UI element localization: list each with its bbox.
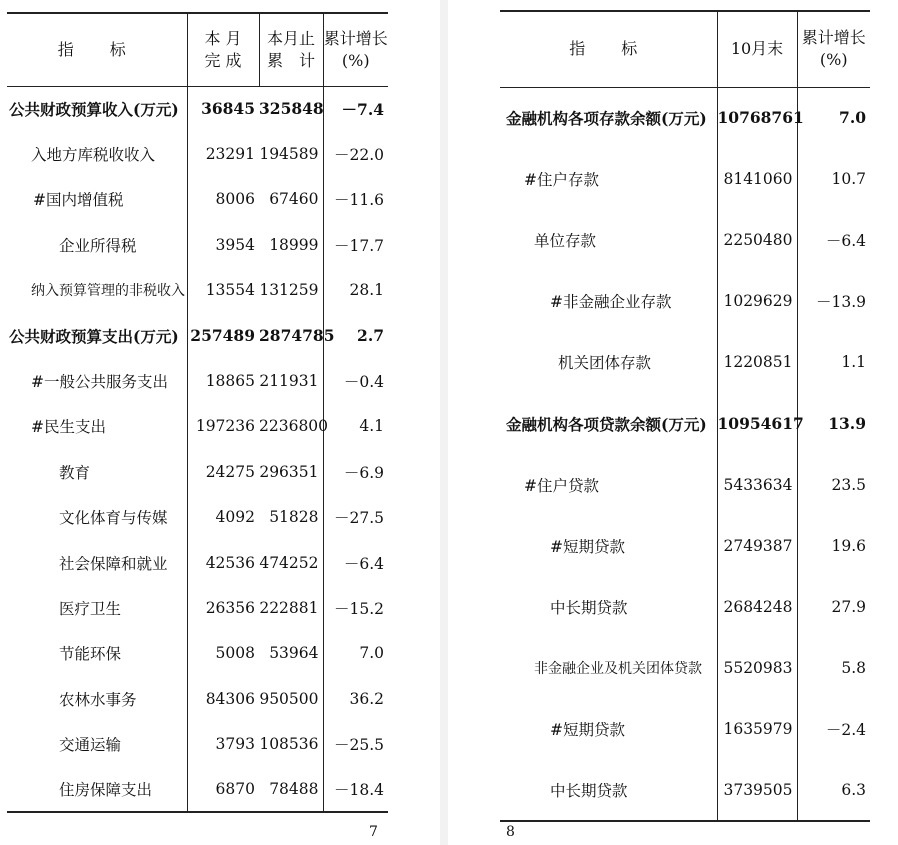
row-label: 文化体育与传媒 <box>59 509 168 528</box>
row-label: 公共财政预算收入(万元) <box>9 99 179 119</box>
row-label: #国内增值税 <box>33 191 124 210</box>
row-growth: －18.4 <box>323 767 388 812</box>
row-label: 公共财政预算支出(万元) <box>9 326 179 346</box>
table-row <box>7 358 388 403</box>
row-label: 中长期贷款 <box>550 782 628 801</box>
finance-table <box>500 10 870 822</box>
row-label: 企业所得税 <box>59 236 137 255</box>
fiscal-table-header <box>7 13 388 86</box>
row-cumulative: 78488 <box>269 780 319 799</box>
row-growth: －7.4 <box>323 86 388 131</box>
row-value: 10768761 <box>717 87 797 148</box>
table-row <box>7 268 388 313</box>
row-value: 3739505 <box>717 760 797 821</box>
row-month: 23291 <box>187 131 259 176</box>
row-cumulative: 2236800 <box>259 417 329 436</box>
row-value: 10954617 <box>717 393 797 454</box>
row-cumulative: 51828 <box>269 508 319 527</box>
row-value: 2749387 <box>717 515 797 576</box>
row-cumulative: 53964 <box>269 644 319 663</box>
header-growth: 累计增长 (%) <box>797 11 870 87</box>
table-row <box>500 760 870 821</box>
row-label: #住户贷款 <box>524 476 599 495</box>
table-row <box>7 721 388 766</box>
row-growth: 13.9 <box>797 393 870 454</box>
table-row <box>500 209 870 270</box>
row-cumulative: 211931 <box>259 372 319 391</box>
row-growth: －6.4 <box>323 540 388 585</box>
row-growth: 36.2 <box>323 676 388 721</box>
row-growth: 7.0 <box>797 87 870 148</box>
row-label: #民生支出 <box>31 418 106 437</box>
row-growth: 6.3 <box>797 760 870 821</box>
table-row <box>500 515 870 576</box>
header-growth: 累计增长 (%) <box>323 13 388 86</box>
row-label: #短期贷款 <box>550 537 625 556</box>
header-indicator: 指 标 <box>57 39 136 59</box>
row-growth: －0.4 <box>323 358 388 403</box>
table-row <box>7 222 388 267</box>
row-cumulative: 108536 <box>259 735 319 754</box>
table-row <box>500 393 870 454</box>
row-growth: 4.1 <box>323 404 388 449</box>
row-value: 2684248 <box>717 577 797 638</box>
header-indicator: 指 标 <box>569 39 648 59</box>
row-cumulative: 296351 <box>259 462 319 481</box>
row-label: 教育 <box>59 463 91 482</box>
row-value: 1635979 <box>717 699 797 760</box>
row-cumulative: 67460 <box>269 190 319 209</box>
row-label: 金融机构各项贷款余额(万元) <box>506 414 707 434</box>
row-month: 4092 <box>187 495 259 540</box>
row-growth: 7.0 <box>323 631 388 676</box>
row-label: 医疗卫生 <box>59 599 122 618</box>
row-growth: 2.7 <box>323 313 388 358</box>
table-row <box>500 148 870 209</box>
row-growth: －13.9 <box>797 271 870 332</box>
row-label: 交通运输 <box>59 736 122 755</box>
row-label: 入地方库税收收入 <box>31 146 156 165</box>
right-page <box>446 0 898 845</box>
row-label: 单位存款 <box>534 231 597 250</box>
row-month: 197236 <box>187 404 259 449</box>
row-growth: －2.4 <box>797 699 870 760</box>
row-growth: 10.7 <box>797 148 870 209</box>
table-row <box>500 577 870 638</box>
row-value: 5520983 <box>717 638 797 699</box>
row-month: 8006 <box>187 177 259 222</box>
row-growth: －6.9 <box>323 449 388 494</box>
table-row <box>7 177 388 222</box>
row-month: 36845 <box>187 86 259 131</box>
row-value: 1220851 <box>717 332 797 393</box>
row-month: 42536 <box>187 540 259 585</box>
row-label: 社会保障和就业 <box>59 554 168 573</box>
row-growth: 28.1 <box>323 268 388 313</box>
row-cumulative: 131259 <box>259 281 319 300</box>
row-label: 金融机构各项存款余额(万元) <box>506 108 707 128</box>
row-month: 24275 <box>187 449 259 494</box>
header-month-end: 10月末 <box>717 11 797 87</box>
row-growth: －11.6 <box>323 177 388 222</box>
table-row <box>500 271 870 332</box>
row-growth: 27.9 <box>797 577 870 638</box>
row-cumulative: 2874785 <box>259 326 335 346</box>
page-number: 7 <box>369 824 378 840</box>
table-row <box>7 540 388 585</box>
row-label: 农林水事务 <box>59 690 137 709</box>
row-label: 中长期贷款 <box>550 599 628 618</box>
row-cumulative: 194589 <box>259 145 319 164</box>
table-row <box>7 767 388 812</box>
row-label: 节能环保 <box>59 645 122 664</box>
table-row <box>500 699 870 760</box>
row-month: 84306 <box>187 676 259 721</box>
row-month: 5008 <box>187 631 259 676</box>
table-row <box>7 585 388 630</box>
row-cumulative: 474252 <box>259 553 319 572</box>
row-label: #非金融企业存款 <box>550 293 672 312</box>
table-row <box>500 638 870 699</box>
row-growth: －17.7 <box>323 222 388 267</box>
row-label: #住户存款 <box>524 170 599 189</box>
row-growth: －6.4 <box>797 209 870 270</box>
row-growth: －25.5 <box>323 721 388 766</box>
row-label: #短期贷款 <box>550 721 625 740</box>
row-month: 257489 <box>187 313 259 358</box>
row-cumulative: 325848 <box>259 99 324 119</box>
row-growth: 19.6 <box>797 515 870 576</box>
row-label: 住房保障支出 <box>59 781 153 800</box>
table-row <box>500 454 870 515</box>
row-growth: －15.2 <box>323 585 388 630</box>
row-value: 2250480 <box>717 209 797 270</box>
table-row <box>7 404 388 449</box>
row-month: 18865 <box>187 358 259 403</box>
row-label: 纳入预算管理的非税收入 <box>31 283 185 300</box>
table-row <box>7 313 388 358</box>
row-growth: 1.1 <box>797 332 870 393</box>
row-month: 3954 <box>187 222 259 267</box>
finance-table-header <box>500 11 870 87</box>
row-label: #一般公共服务支出 <box>31 373 168 392</box>
table-row <box>500 87 870 148</box>
row-cumulative: 950500 <box>259 689 319 708</box>
table-row <box>7 631 388 676</box>
row-month: 3793 <box>187 721 259 766</box>
fiscal-table <box>7 12 388 813</box>
table-row <box>500 332 870 393</box>
table-row <box>7 131 388 176</box>
row-value: 8141060 <box>717 148 797 209</box>
row-cumulative: 18999 <box>269 235 319 254</box>
row-growth: 23.5 <box>797 454 870 515</box>
header-month: 本 月 完 成 <box>187 13 259 86</box>
table-row <box>7 449 388 494</box>
header-cumulative: 本月止 累 计 <box>259 13 323 86</box>
row-label: 非金融企业及机关团体贷款 <box>534 661 702 678</box>
row-month: 26356 <box>187 585 259 630</box>
row-growth: －27.5 <box>323 495 388 540</box>
table-row <box>7 676 388 721</box>
row-month: 13554 <box>187 268 259 313</box>
row-month: 6870 <box>187 767 259 812</box>
row-value: 5433634 <box>717 454 797 515</box>
left-page <box>0 0 444 845</box>
row-growth: －22.0 <box>323 131 388 176</box>
table-row <box>7 495 388 540</box>
row-label: 机关团体存款 <box>558 354 652 373</box>
table-row <box>7 86 388 131</box>
page-number: 8 <box>506 824 515 840</box>
row-cumulative: 222881 <box>259 598 319 617</box>
row-growth: 5.8 <box>797 638 870 699</box>
row-value: 1029629 <box>717 271 797 332</box>
